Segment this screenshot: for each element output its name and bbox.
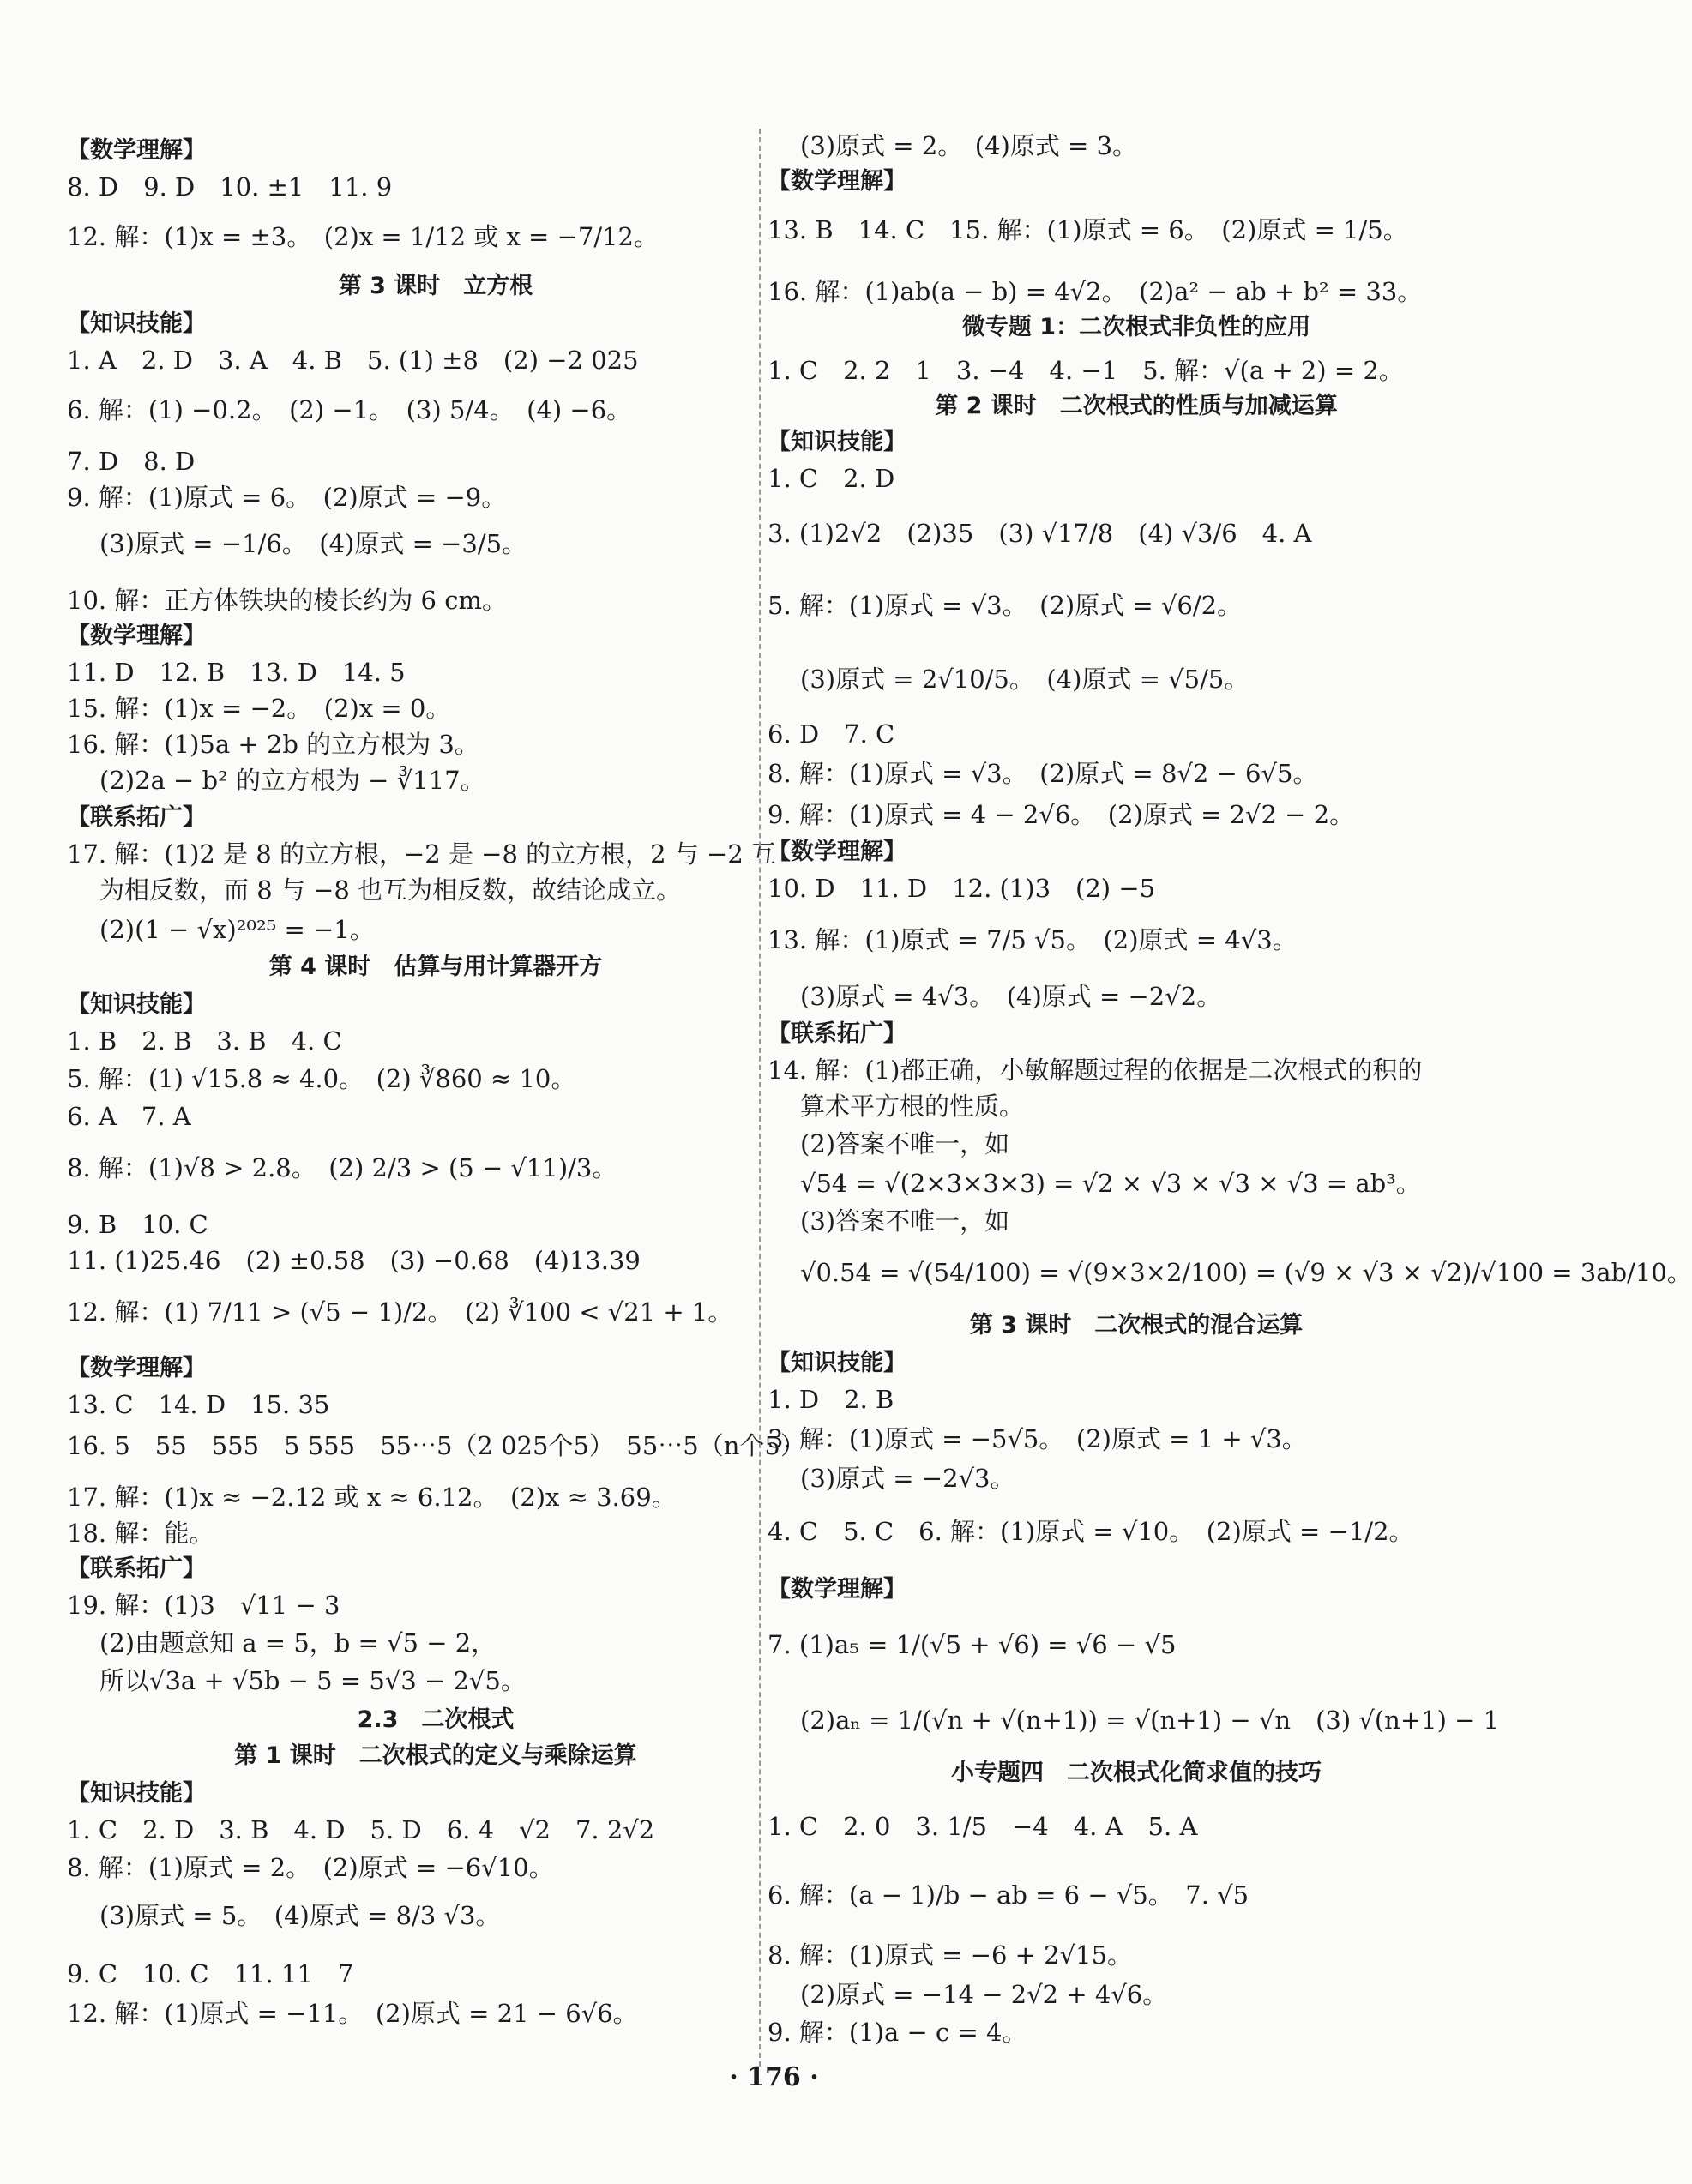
answer-line: 为相反数，而 8 与 −8 也互为相反数，故结论成立。 bbox=[99, 875, 682, 905]
section-heading: 【数学理解】 bbox=[67, 137, 206, 164]
answer-line: 1. D 2. B bbox=[768, 1385, 894, 1414]
answer-line: √54 = √(2×3×3×3) = √2 × √3 × √3 × √3 = ab³。 bbox=[800, 1169, 1421, 1198]
answer-line: (2)(1 − √x)²⁰²⁵ = −1。 bbox=[99, 915, 375, 944]
answer-line: 8. 解：(1)原式 = −6 + 2√15。 bbox=[768, 1940, 1133, 1970]
answer-line: 1. B 2. B 3. B 4. C bbox=[67, 1026, 342, 1056]
page-number: · 176 · bbox=[729, 2062, 819, 2092]
answer-line: 所以√3a + √5b − 5 = 5√3 − 2√5。 bbox=[99, 1666, 526, 1695]
section-heading: 【数学理解】 bbox=[768, 1576, 906, 1603]
lesson-title: 第 4 课时 估算与用计算器开方 bbox=[268, 954, 603, 980]
answer-line: 18. 解：能。 bbox=[67, 1519, 214, 1548]
column-divider bbox=[759, 129, 761, 2067]
answer-line: 16. 解：(1)5a + 2b 的立方根为 3。 bbox=[67, 730, 479, 759]
answer-line: 算术平方根的性质。 bbox=[800, 1092, 1025, 1121]
answer-line: 19. 解：(1)3 √11 − 3 bbox=[67, 1591, 340, 1620]
section-heading: 【数学理解】 bbox=[67, 1355, 206, 1381]
answer-line: 12. 解：(1) 7/11 > (√5 − 1)/2。 (2) ∛100 < √21 + 1。 bbox=[67, 1297, 733, 1327]
answer-line: (3)答案不唯一，如 bbox=[800, 1206, 1010, 1236]
section-heading: 【联系拓广】 bbox=[768, 1020, 906, 1047]
right-column bbox=[768, 0, 1692, 2058]
answer-line: (2)2a − b² 的立方根为 − ∛117。 bbox=[99, 766, 485, 795]
answer-line: 1. C 2. 0 3. 1/5 −4 4. A 5. A bbox=[768, 1812, 1198, 1841]
answer-line: 7. D 8. D bbox=[67, 447, 196, 476]
lesson-title: 第 3 课时 二次根式的混合运算 bbox=[969, 1312, 1304, 1339]
answer-line: 13. C 14. D 15. 35 bbox=[67, 1390, 330, 1419]
answer-line: 1. C 2. D bbox=[768, 464, 895, 493]
answer-line: 13. 解：(1)原式 = 7/5 √5。 (2)原式 = 4√3。 bbox=[768, 925, 1298, 954]
answer-line: 6. 解：(1) −0.2。 (2) −1。 (3) 5/4。 (4) −6。 bbox=[67, 395, 632, 424]
answer-line: 8. 解：(1)原式 = √3。 (2)原式 = 8√2 − 6√5。 bbox=[768, 759, 1318, 788]
answer-line: 8. 解：(1)原式 = 2。 (2)原式 = −6√10。 bbox=[67, 1853, 554, 1882]
section-heading: 【数学理解】 bbox=[768, 839, 906, 865]
answer-line: 9. C 10. C 11. 11 7 bbox=[67, 1959, 354, 1988]
answer-line: 5. 解：(1)原式 = √3。 (2)原式 = √6/2。 bbox=[768, 591, 1243, 620]
answer-line: 9. 解：(1)原式 = 4 − 2√6。 (2)原式 = 2√2 − 2。 bbox=[768, 800, 1355, 829]
answer-line: 9. 解：(1)原式 = 6。 (2)原式 = −9。 bbox=[67, 483, 507, 512]
answer-line: 8. 解：(1)√8 > 2.8。 (2) 2/3 > (5 − √11)/3。 bbox=[67, 1153, 617, 1182]
lesson-title: 第 3 课时 立方根 bbox=[338, 273, 533, 299]
answer-line: 5. 解：(1) √15.8 ≈ 4.0。 (2) ∛860 ≈ 10。 bbox=[67, 1064, 576, 1093]
answer-line: 1. C 2. D 3. B 4. D 5. D 6. 4 √2 7. 2√2 bbox=[67, 1815, 655, 1844]
answer-line: (3)原式 = 2√10/5。 (4)原式 = √5/5。 bbox=[800, 665, 1249, 694]
answer-line: 11. (1)25.46 (2) ±0.58 (3) −0.68 (4)13.39 bbox=[67, 1246, 641, 1275]
section-heading: 【数学理解】 bbox=[768, 168, 906, 195]
answer-line: 1. A 2. D 3. A 4. B 5. (1) ±8 (2) −2 025 bbox=[67, 346, 639, 375]
section-heading: 【知识技能】 bbox=[67, 310, 206, 337]
left-column bbox=[67, 0, 804, 2058]
answer-line: 8. D 9. D 10. ±1 11. 9 bbox=[67, 172, 393, 202]
answer-line: 6. A 7. A bbox=[67, 1102, 191, 1131]
answer-line: 12. 解：(1)原式 = −11。 (2)原式 = 21 − 6√6。 bbox=[67, 1999, 638, 2028]
answer-line: 13. B 14. C 15. 解：(1)原式 = 6。 (2)原式 = 1/5。 bbox=[768, 215, 1408, 244]
answer-line: 4. C 5. C 6. 解：(1)原式 = √10。 (2)原式 = −1/2。 bbox=[768, 1517, 1414, 1546]
answer-line: 10. D 11. D 12. (1)3 (2) −5 bbox=[768, 874, 1156, 903]
answer-line: 3. (1)2√2 (2)35 (3) √17/8 (4) √3/6 4. A bbox=[768, 519, 1312, 548]
section-heading: 【知识技能】 bbox=[67, 1780, 206, 1807]
lesson-title: 微专题 1：二次根式非负性的应用 bbox=[961, 314, 1311, 340]
lesson-title: 第 2 课时 二次根式的性质与加减运算 bbox=[935, 393, 1338, 419]
answer-line: (2)答案不唯一，如 bbox=[800, 1129, 1010, 1158]
answer-line: 7. (1)a₅ = 1/(√5 + √6) = √6 − √5 bbox=[768, 1630, 1177, 1659]
answer-line: 1. C 2. 2 1 3. −4 4. −1 5. 解：√(a + 2) = 2。 bbox=[768, 356, 1404, 385]
answer-line: √0.54 = √(54/100) = √(9×3×2/100) = (√9 × √3 × √2)/√100 = 3ab/10。 bbox=[800, 1258, 1692, 1287]
answer-line: 6. D 7. C bbox=[768, 719, 895, 749]
answer-line: 12. 解：(1)x = ±3。 (2)x = 1/12 或 x = −7/12。 bbox=[67, 222, 659, 251]
section-heading: 【数学理解】 bbox=[67, 623, 206, 649]
answer-line: (2)原式 = −14 − 2√2 + 4√6。 bbox=[800, 1980, 1168, 2009]
answer-line: 3. 解：(1)原式 = −5√5。 (2)原式 = 1 + √3。 bbox=[768, 1424, 1307, 1453]
lesson-title: 小专题四 二次根式化简求值的技巧 bbox=[951, 1760, 1322, 1786]
section-heading: 【联系拓广】 bbox=[67, 804, 206, 831]
section-heading: 【知识技能】 bbox=[768, 429, 906, 455]
section-heading: 【知识技能】 bbox=[67, 991, 206, 1018]
answer-line: 9. B 10. C bbox=[67, 1210, 208, 1239]
answer-line: 10. 解：正方体铁块的棱长约为 6 cm。 bbox=[67, 586, 507, 615]
answer-line: 6. 解：(a − 1)/b − ab = 6 − √5。 7. √5 bbox=[768, 1880, 1249, 1910]
lesson-title: 2.3 二次根式 bbox=[357, 1706, 515, 1733]
answer-line: 17. 解：(1)2 是 8 的立方根，−2 是 −8 的立方根，2 与 −2 互 bbox=[67, 839, 776, 869]
answer-line: (3)原式 = 4√3。 (4)原式 = −2√2。 bbox=[800, 982, 1222, 1011]
answer-line: 14. 解：(1)都正确，小敏解题过程的依据是二次根式的积的 bbox=[768, 1056, 1423, 1085]
answer-line: 16. 5 55 555 5 555 55⋯5（2 025个5） 55⋯5（n个5） bbox=[67, 1431, 805, 1460]
answer-line: (3)原式 = −2√3。 bbox=[800, 1464, 1015, 1493]
answer-line: 16. 解：(1)ab(a − b) = 4√2。 (2)a² − ab + b² = 33。 bbox=[768, 277, 1423, 306]
section-heading: 【联系拓广】 bbox=[67, 1555, 206, 1582]
answer-line: 17. 解：(1)x ≈ −2.12 或 x ≈ 6.12。 (2)x ≈ 3.69。 bbox=[67, 1483, 677, 1512]
answer-line: (3)原式 = 5。 (4)原式 = 8/3 √3。 bbox=[99, 1901, 501, 1930]
answer-line: (3)原式 = 2。 (4)原式 = 3。 bbox=[800, 131, 1138, 160]
section-heading: 【知识技能】 bbox=[768, 1350, 906, 1376]
answer-line: 15. 解：(1)x = −2。 (2)x = 0。 bbox=[67, 694, 451, 723]
answer-line: (2)aₙ = 1/(√n + √(n+1)) = √(n+1) − √n (3) √(n+1) − 1 bbox=[800, 1706, 1500, 1735]
answer-line: (3)原式 = −1/6。 (4)原式 = −3/5。 bbox=[99, 529, 527, 558]
answer-line: 11. D 12. B 13. D 14. 5 bbox=[67, 658, 406, 687]
lesson-title: 第 1 课时 二次根式的定义与乘除运算 bbox=[234, 1742, 637, 1769]
answer-line: (2)由题意知 a = 5，b = √5 − 2， bbox=[99, 1628, 497, 1658]
answer-line: 9. 解：(1)a − c = 4。 bbox=[768, 2018, 1027, 2047]
